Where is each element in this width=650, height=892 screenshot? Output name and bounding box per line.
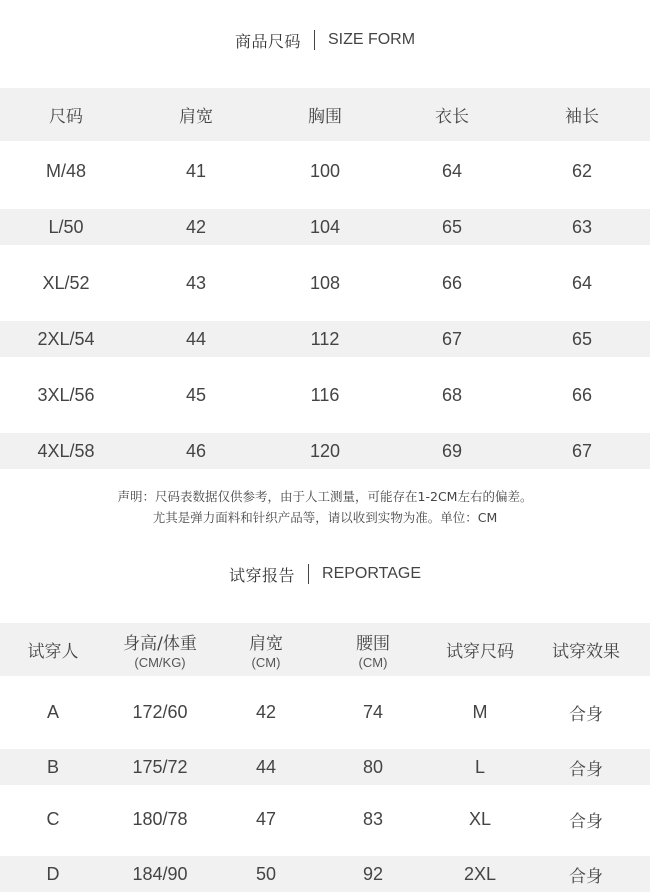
- header-height-weight-unit: (CM/KG): [134, 655, 186, 670]
- length-cell: 68: [441, 384, 463, 405]
- size-form-title-en: SIZE FORM: [327, 31, 416, 48]
- header-trial-size: [420, 637, 540, 662]
- header-height-weight: [100, 629, 220, 670]
- reportage-title-cn: 试穿报告: [229, 565, 296, 585]
- sleeve-cell: 67: [571, 440, 593, 461]
- size-form-title: [0, 28, 650, 52]
- trial-size-cell: M: [472, 701, 488, 722]
- header-shoulder: 肩宽: [179, 107, 213, 127]
- table-row: [0, 209, 650, 245]
- waist-cell: 92: [362, 863, 384, 884]
- header-waist-label: 腰围: [356, 634, 390, 654]
- table-row: [0, 375, 650, 415]
- size-cell: 2XL/54: [37, 328, 95, 349]
- height-weight-cell: 180/78: [132, 808, 188, 829]
- chest-cell: 108: [309, 272, 341, 293]
- shoulder-cell: 43: [185, 272, 207, 293]
- disclaimer-line-1: 声明：尺码表数据仅供参考，由于人工测量，可能存在1-2CM左右的偏差。: [117, 489, 533, 504]
- reportage-title-en: REPORTAGE: [322, 565, 421, 582]
- chest-cell: 116: [310, 384, 340, 405]
- header-sleeve: 袖长: [565, 107, 599, 127]
- chest-cell: 112: [310, 328, 340, 349]
- sleeve-cell: 64: [571, 272, 593, 293]
- header-tester: [0, 637, 113, 662]
- length-cell: 69: [441, 440, 463, 461]
- header-trial-effect: [526, 637, 646, 662]
- header-tester-label: 试穿人: [27, 642, 79, 662]
- shoulder-cell: 42: [255, 701, 277, 722]
- waist-cell: 80: [362, 756, 384, 777]
- table-row: [0, 856, 650, 892]
- header-length: 衣长: [435, 107, 469, 127]
- header-chest: 胸围: [308, 107, 342, 127]
- title-divider: [308, 564, 309, 584]
- table-row: [0, 151, 650, 191]
- report-table-header: [0, 623, 650, 676]
- shoulder-cell: 46: [185, 440, 207, 461]
- header-size: 尺码: [49, 107, 83, 127]
- sleeve-cell: 62: [571, 160, 593, 181]
- shoulder-cell: 50: [255, 863, 277, 884]
- shoulder-cell: 44: [255, 756, 277, 777]
- header-trial-size-label: 试穿尺码: [446, 642, 514, 662]
- disclaimer-line-2: 尤其是弹力面料和针织产品等，请以收到实物为准。单位：CM: [152, 510, 498, 525]
- size-form-title-cn: 商品尺码: [234, 31, 301, 51]
- table-row: [0, 692, 650, 732]
- chest-cell: 104: [309, 216, 341, 237]
- chest-cell: 100: [309, 160, 341, 181]
- trial-size-cell: 2XL: [463, 863, 497, 884]
- waist-cell: 83: [362, 808, 384, 829]
- size-cell: XL/52: [42, 272, 90, 293]
- trial-size-cell: L: [474, 756, 485, 777]
- size-cell: L/50: [48, 216, 84, 237]
- waist-cell: 74: [362, 701, 384, 722]
- title-divider: [314, 30, 315, 50]
- header-height-weight-label: 身高/体重: [123, 634, 197, 654]
- table-row: [0, 749, 650, 785]
- header-shoulder-label: 肩宽: [249, 634, 283, 654]
- trial-effect-cell: 合身: [569, 759, 603, 780]
- length-cell: 64: [441, 160, 463, 181]
- height-weight-cell: 175/72: [132, 756, 188, 777]
- table-row: [0, 321, 650, 357]
- tester-cell: A: [46, 701, 59, 722]
- reportage-title: [0, 562, 650, 586]
- trial-effect-cell: 合身: [569, 866, 603, 887]
- trial-size-cell: XL: [468, 808, 492, 829]
- header-shoulder: [206, 629, 326, 670]
- size-cell: 4XL/58: [37, 440, 95, 461]
- shoulder-cell: 41: [185, 160, 207, 181]
- sleeve-cell: 63: [571, 216, 593, 237]
- size-table-header: [0, 88, 650, 141]
- shoulder-cell: 42: [185, 216, 207, 237]
- trial-effect-cell: 合身: [569, 811, 603, 832]
- sleeve-cell: 65: [571, 328, 593, 349]
- sleeve-cell: 66: [571, 384, 593, 405]
- header-waist-unit: (CM): [358, 655, 388, 670]
- disclaimer-notice: [0, 486, 650, 528]
- length-cell: 67: [441, 328, 463, 349]
- header-trial-effect-label: 试穿效果: [552, 642, 620, 662]
- height-weight-cell: 172/60: [132, 701, 188, 722]
- chest-cell: 120: [309, 440, 341, 461]
- tester-cell: C: [46, 808, 60, 829]
- shoulder-cell: 44: [185, 328, 207, 349]
- size-cell: M/48: [45, 160, 87, 181]
- height-weight-cell: 184/90: [132, 863, 188, 884]
- shoulder-cell: 45: [185, 384, 207, 405]
- header-waist: [313, 629, 433, 670]
- trial-effect-cell: 合身: [569, 704, 603, 725]
- tester-cell: B: [46, 756, 59, 777]
- size-cell: 3XL/56: [37, 384, 95, 405]
- tester-cell: D: [46, 863, 60, 884]
- table-row: [0, 263, 650, 303]
- length-cell: 66: [441, 272, 463, 293]
- shoulder-cell: 47: [255, 808, 277, 829]
- table-row: [0, 433, 650, 469]
- header-shoulder-unit: (CM): [251, 655, 281, 670]
- length-cell: 65: [441, 216, 463, 237]
- table-row: [0, 799, 650, 839]
